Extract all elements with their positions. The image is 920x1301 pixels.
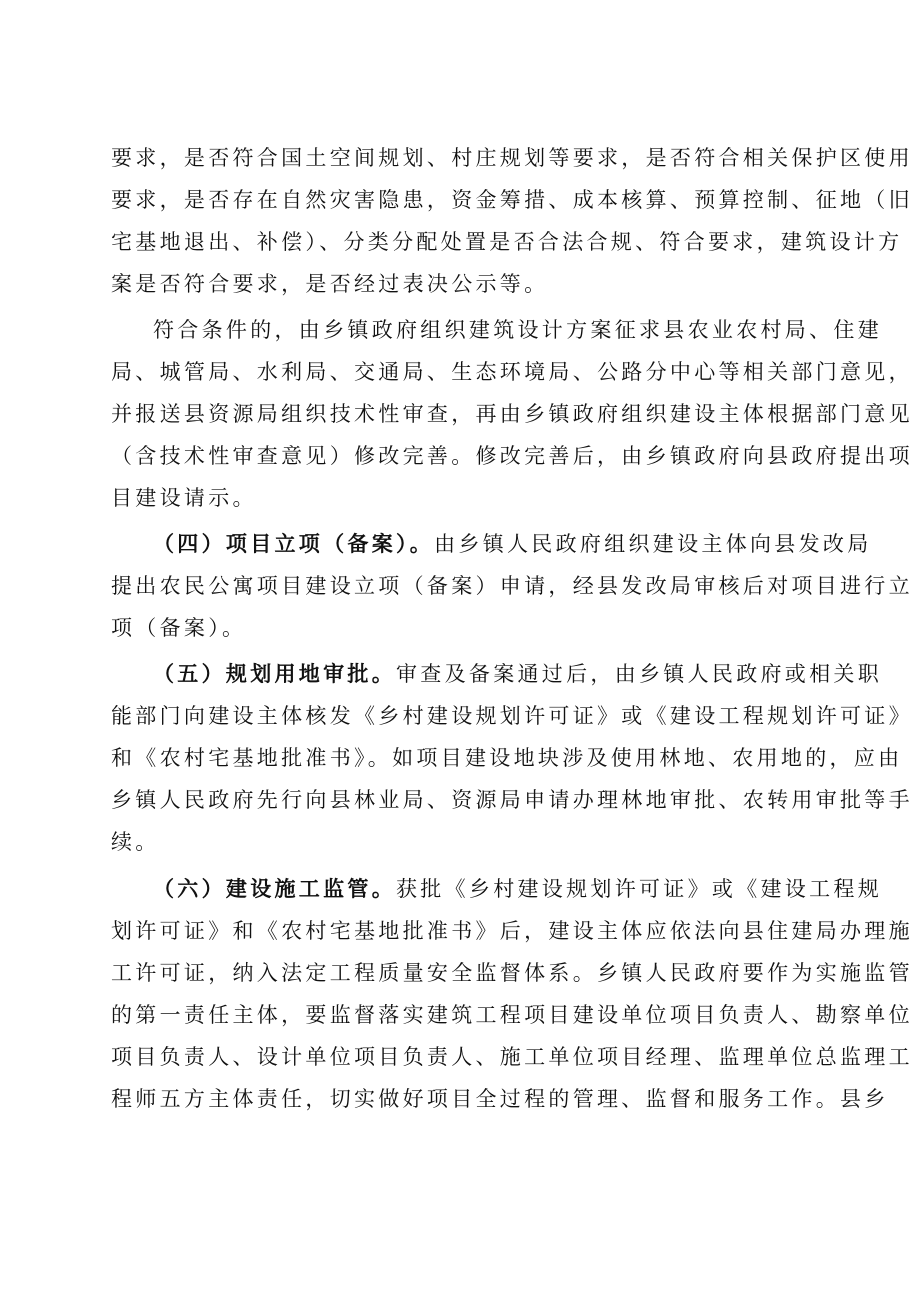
section-4-first-text: 由乡镇人民政府组织建设主体向县发改局	[434, 532, 872, 556]
paragraph-1-line-1: 要求，是否符合国土空间规划、村庄规划等要求，是否符合相关保护区使用	[111, 146, 913, 170]
paragraph-2-line-3: 并报送县资源局组织技术性审查，再由乡镇政府组织建设主体根据部门意见	[111, 402, 913, 426]
section-6-line-4: 的第一责任主体，要监督落实建筑工程项目建设单位项目负责人、勘察单位	[111, 1003, 913, 1027]
section-5-first-line	[153, 657, 882, 691]
section-4-line-3: 项（备案）。	[111, 616, 247, 640]
section-4-line-2: 提出农民公寓项目建设立项（备案）申请，经县发改局审核后对项目进行立	[111, 574, 913, 598]
paragraph-1-line-2: 要求，是否存在自然灾害隐患，资金筹措、成本核算、预算控制、征地（旧	[111, 188, 913, 212]
paragraph-1-line-3: 宅基地退出、补偿）、分类分配处置是否合法合规、符合要求，建筑设计方	[111, 230, 903, 254]
section-6-line-3: 工许可证，纳入法定工程质量安全监督体系。乡镇人民政府要作为实施监管	[111, 961, 913, 985]
section-6-first-text: 获批《乡村建设规划许可证》或《建设工程规	[396, 877, 882, 901]
section-6-heading: （六）建设施工监管。	[153, 876, 396, 901]
paragraph-2-line-4: （含技术性审查意见）修改完善。修改完善后，由乡镇政府向县政府提出项	[111, 444, 913, 468]
section-5-line-2: 能部门向建设主体核发《乡村建设规划许可证》或《建设工程规划许可证》	[111, 704, 913, 728]
paragraph-2-line-5: 目建设请示。	[111, 486, 257, 510]
section-5-line-3: 和《农村宅基地批准书》。如项目建设地块涉及使用林地、农用地的，应由	[111, 746, 903, 770]
section-6-line-5: 项目负责人、设计单位项目负责人、施工单位项目经理、监理单位总监理工	[111, 1045, 913, 1069]
section-5-first-text: 审查及备案通过后，由乡镇人民政府或相关职	[396, 662, 882, 686]
paragraph-2-line-2: 局、城管局、水利局、交通局、生态环境局、公路分中心等相关部门意见，	[111, 360, 913, 384]
section-5-heading: （五）规划用地审批。	[153, 661, 396, 686]
paragraph-2-line-1: 符合条件的，由乡镇政府组织建筑设计方案征求县农业农村局、住建	[153, 318, 882, 342]
section-5-line-4: 乡镇人民政府先行向县林业局、资源局申请办理林地审批、农转用审批等手	[111, 788, 913, 812]
section-4-heading: （四）项目立项（备案）。	[153, 531, 435, 556]
section-6-line-6: 程师五方主体责任，切实做好项目全过程的管理、监督和服务工作。县乡	[111, 1087, 889, 1111]
paragraph-1-line-4: 案是否符合要求，是否经过表决公示等。	[111, 272, 549, 296]
section-4-first-line	[153, 527, 872, 561]
section-5-line-5: 续。	[111, 830, 160, 854]
section-6-first-line	[153, 872, 882, 906]
section-6-line-2: 划许可证》和《农村宅基地批准书》后，建设主体应依法向县住建局办理施	[111, 919, 913, 943]
